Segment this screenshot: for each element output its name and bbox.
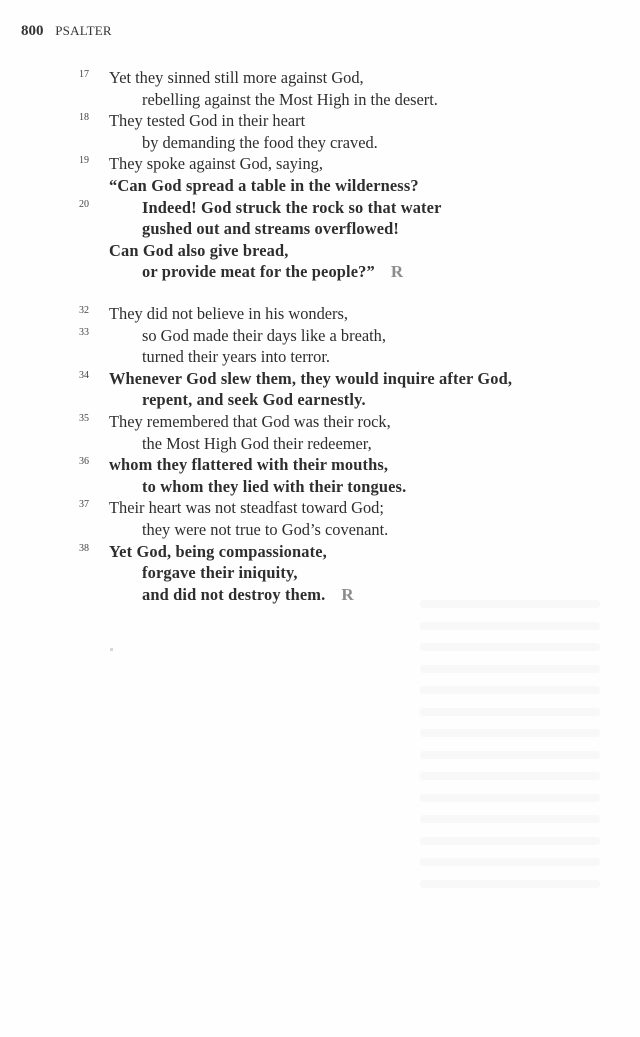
verse-number: 19 [79, 155, 89, 167]
verse-text-wrap [109, 110, 305, 132]
verse-text-wrap [109, 153, 323, 175]
verse-text-wrap [142, 562, 298, 584]
paper-speck [110, 648, 113, 651]
psalm-line [0, 153, 640, 175]
verse-text: Yet God, being compassionate, [109, 541, 327, 561]
verse-text: “Can God spread a table in the wilderness? [109, 175, 419, 195]
response-marker: R [390, 262, 404, 282]
verse-text: Indeed! God struck the rock so that water [142, 197, 442, 217]
psalm-line [0, 411, 640, 433]
verse-text: rebelling against the Most High in the desert. [142, 89, 438, 109]
verse-number: 36 [79, 456, 89, 468]
verse-text: They tested God in their heart [109, 111, 306, 131]
verse-text: or provide meat for the people?” [142, 262, 375, 282]
section-title: PSALTER [55, 23, 112, 38]
verse-text: They spoke against God, saying, [109, 154, 323, 174]
verse-number: 38 [79, 542, 89, 554]
stanza-2 [0, 303, 640, 605]
psalm-line [0, 89, 640, 111]
psalm-line [0, 454, 640, 476]
reverse-page-bleed-lines [420, 600, 600, 901]
verse-number: 20 [79, 198, 89, 210]
psalm-line [0, 346, 640, 368]
verse-text: repent, and seek God earnestly. [142, 390, 366, 410]
psalm-line [0, 562, 640, 584]
page-number: 800 [21, 23, 44, 39]
verse-text-wrap [109, 541, 327, 563]
verse-text-wrap [142, 197, 442, 219]
verse-text-wrap [109, 497, 384, 519]
verse-text-wrap [142, 325, 386, 347]
psalm-line [0, 368, 640, 390]
psalm-line [0, 541, 640, 563]
verse-text-wrap [142, 476, 406, 498]
verse-number: 34 [79, 369, 89, 381]
verse-text-wrap [142, 389, 366, 411]
verse-text-wrap [109, 67, 364, 89]
verse-text-wrap [142, 132, 378, 154]
verse-text-wrap [142, 433, 372, 455]
verse-text: they were not true to God’s covenant. [142, 519, 389, 539]
reverse-page-bleed-through [300, 40, 620, 70]
psalm-line [0, 110, 640, 132]
psalm-line [0, 218, 640, 240]
verse-text: so God made their days like a breath, [142, 325, 386, 345]
verse-number: 37 [79, 499, 89, 511]
verse-text-wrap [142, 519, 388, 541]
psalm-line [0, 584, 640, 606]
verse-text: gushed out and streams overflowed! [142, 219, 400, 239]
psalm-line [0, 389, 640, 411]
verse-text: They remembered that God was their rock, [109, 411, 391, 431]
psalm-line [0, 497, 640, 519]
verse-number: 35 [79, 412, 89, 424]
psalm-line [0, 433, 640, 455]
psalm-line [0, 325, 640, 347]
psalm-line [0, 240, 640, 262]
verse-text-wrap [109, 454, 388, 476]
verse-text: the Most High God their redeemer, [142, 433, 372, 453]
psalm-line [0, 67, 640, 89]
verse-text-wrap [142, 584, 354, 606]
verse-text-wrap [142, 261, 403, 283]
verse-text: whom they flattered with their mouths, [109, 455, 389, 475]
verse-text: Their heart was not steadfast toward God; [109, 498, 384, 518]
verse-text: turned their years into terror. [142, 347, 330, 367]
verse-text: Yet they sinned still more against God, [109, 68, 364, 87]
psalm-line [0, 132, 640, 154]
verse-text: They did not believe in his wonders, [109, 304, 348, 323]
verse-text: by demanding the food they craved. [142, 132, 378, 152]
stanza-1 [0, 67, 640, 283]
running-head [21, 23, 112, 40]
psalm-line [0, 197, 640, 219]
psalm-line [0, 303, 640, 325]
verse-number: 32 [79, 305, 89, 316]
verse-text: Whenever God slew them, they would inquire after God, [109, 368, 513, 388]
verse-number: 18 [79, 112, 89, 124]
verse-text-wrap [142, 346, 330, 368]
verse-number: 33 [79, 326, 89, 338]
psalm-line [0, 175, 640, 197]
verse-text-wrap [109, 368, 512, 390]
psalm-line [0, 261, 640, 283]
verse-text-wrap [109, 411, 391, 433]
verse-text: forgave their iniquity, [142, 563, 298, 583]
verse-text-wrap [109, 175, 419, 197]
response-marker: R [341, 584, 354, 604]
verse-number: 17 [79, 69, 89, 80]
verse-text: and did not destroy them. [142, 584, 326, 604]
verse-text-wrap [142, 218, 399, 240]
verse-text-wrap [109, 240, 289, 262]
psalm-line [0, 476, 640, 498]
psalm-line [0, 519, 640, 541]
verse-text-wrap [142, 89, 438, 111]
verse-text-wrap [109, 303, 348, 325]
verse-text: to whom they lied with their tongues. [142, 476, 407, 496]
verse-text: Can God also give bread, [109, 240, 289, 260]
